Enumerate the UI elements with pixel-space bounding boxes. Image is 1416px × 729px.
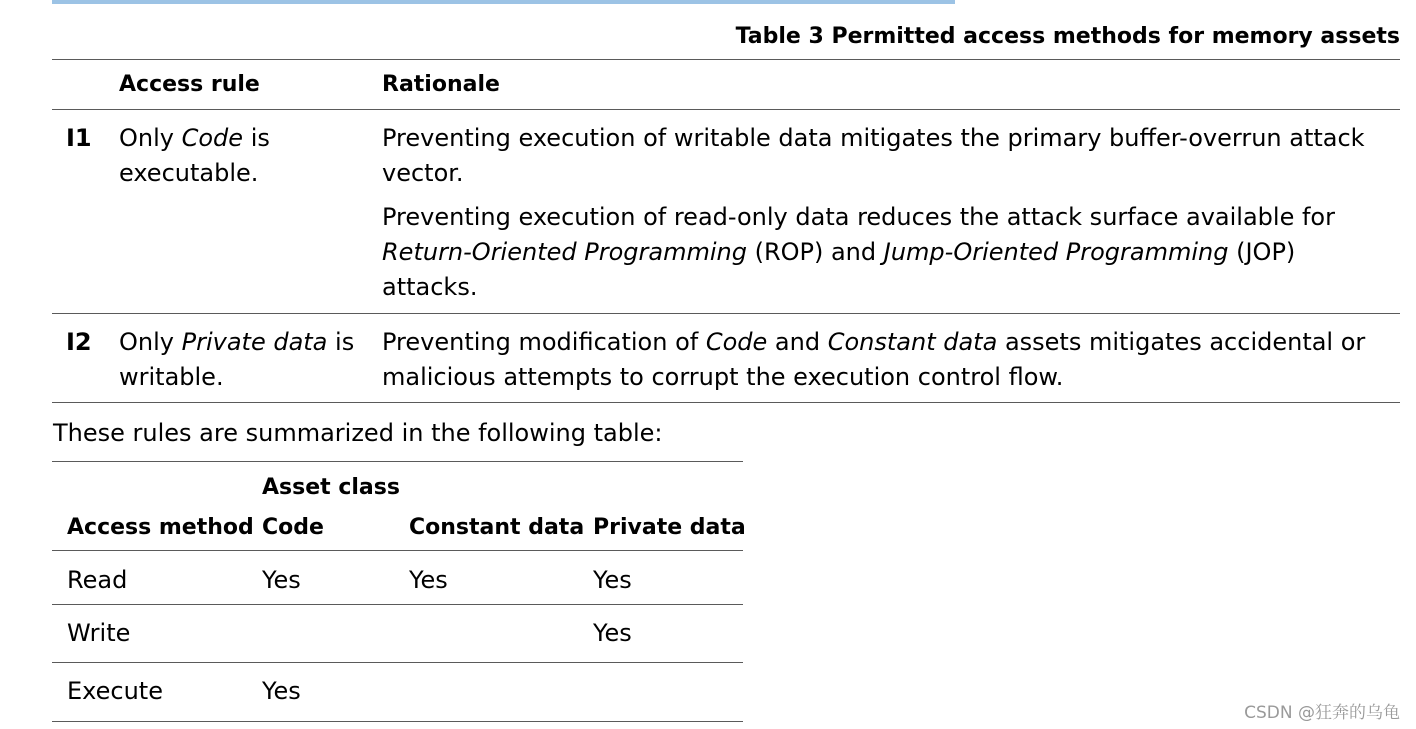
rule-i2-text-line2: writable.	[119, 363, 224, 391]
table-cell-private: Yes	[593, 566, 632, 594]
rule-i1-text-line2: executable.	[119, 159, 259, 187]
rationale-i1-p1-line2: vector.	[382, 159, 464, 187]
table-caption: Table 3 Permitted access methods for memory assets	[735, 24, 1400, 49]
summary-table-row-rule	[52, 662, 743, 663]
table-cell-constant: Yes	[409, 566, 448, 594]
table-cell-code: Yes	[262, 566, 301, 594]
summary-table-bottom-rule	[52, 721, 743, 722]
top-highlight-bar	[52, 0, 955, 4]
summary-table-top-rule	[52, 461, 743, 462]
rule-i2-text: Only Private data is	[119, 328, 355, 356]
rationale-i2-line1: Preventing modification of Code and Constant data assets mitigates accidental or	[382, 328, 1366, 356]
column-header-constant-data: Constant data	[409, 515, 585, 540]
rationale-i1-p2-line1: Preventing execution of read-only data reduces the attack surface available for	[382, 203, 1335, 231]
column-header-rationale: Rationale	[382, 72, 500, 97]
summary-intro-text: These rules are summarized in the following table:	[53, 419, 663, 447]
column-header-access-rule: Access rule	[119, 72, 260, 97]
column-header-access-method: Access method	[67, 515, 254, 540]
rule-id-i1: I1	[66, 124, 92, 152]
summary-table-row-rule	[52, 604, 743, 605]
column-header-private-data: Private data	[593, 515, 746, 540]
summary-table-header-rule	[52, 550, 743, 551]
table-cell-private: Yes	[593, 619, 632, 647]
rationale-i1-p2-line3: attacks.	[382, 273, 478, 301]
table3-header-rule	[52, 109, 1400, 110]
rationale-i1-p2-line2: Return-Oriented Programming (ROP) and Jump-Oriented Programming (JOP)	[382, 238, 1296, 266]
table-cell-code: Yes	[262, 677, 301, 705]
table-cell-method: Execute	[67, 677, 163, 705]
table-cell-method: Write	[67, 619, 131, 647]
rule-i1-text: Only Code is	[119, 124, 270, 152]
rationale-i1-p1-line1: Preventing execution of writable data mitigates the primary buffer-overrun attack	[382, 124, 1365, 152]
table3-bottom-rule	[52, 402, 1400, 403]
table3-row-rule	[52, 313, 1400, 314]
table3-top-rule	[52, 59, 1400, 60]
column-header-code: Code	[262, 515, 324, 540]
rationale-i2-line2: malicious attempts to corrupt the execution control flow.	[382, 363, 1064, 391]
table-cell-method: Read	[67, 566, 128, 594]
asset-class-group-header: Asset class	[262, 475, 400, 500]
rule-id-i2: I2	[66, 328, 92, 356]
watermark-text: CSDN @狂奔的乌龟	[1244, 703, 1400, 723]
